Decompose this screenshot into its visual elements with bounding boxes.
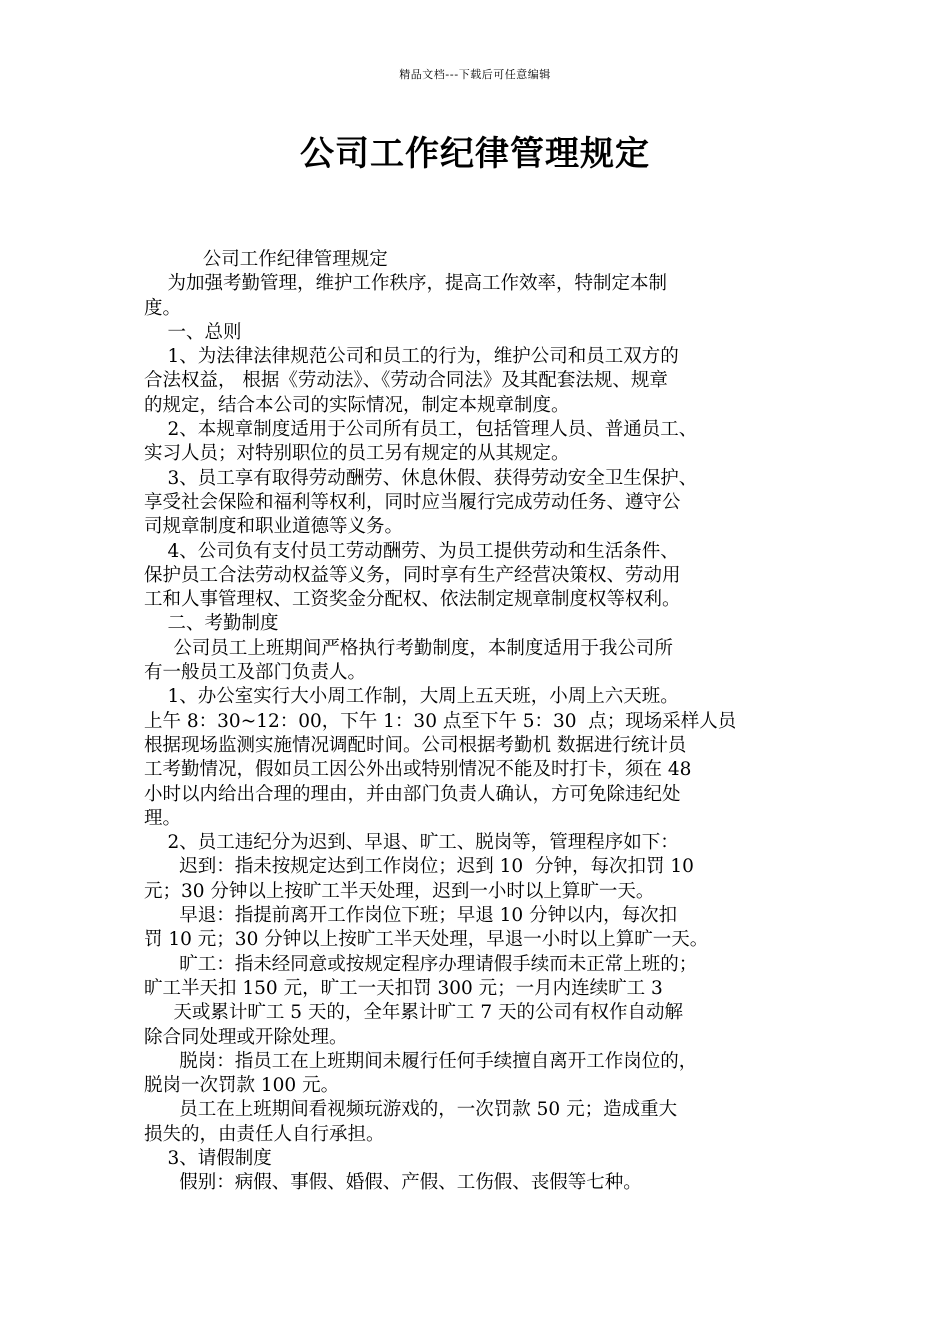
body-line: 3、请假制度 bbox=[144, 1147, 272, 1169]
body-line: 司规章制度和职业道德等义务。 bbox=[144, 516, 404, 538]
body-line: 旷工：指未经同意或按规定程序办理请假手续而未正常上班的； bbox=[144, 953, 698, 975]
body-line: 一、总则 bbox=[144, 321, 242, 343]
body-line: 实习人员；对特别职位的员工另有规定的从其规定。 bbox=[144, 443, 570, 465]
body-line: 工和人事管理权、工资奖金分配权、依法制定规章制度权等权利。 bbox=[144, 589, 681, 611]
body-line: 上午 8：30~12：00，下午 1：30 点至下午 5：30 点；现场采样人员 bbox=[144, 710, 737, 732]
document-title: 公司工作纪律管理规定 bbox=[300, 134, 650, 174]
body-line: 罚 10 元；30 分钟以上按旷工半天处理，早退一小时以上算旷一天。 bbox=[144, 929, 709, 951]
body-line: 公司工作纪律管理规定 bbox=[144, 249, 388, 270]
header-note: 精品文档---下载后可任意编辑 bbox=[399, 68, 551, 81]
body-line: 享受社会保险和福利等权利，同时应当履行完成劳动任务、遵守公 bbox=[144, 491, 681, 513]
body-line: 除合同处理或开除处理。 bbox=[144, 1026, 348, 1048]
body-line: 小时以内给出合理的理由，并由部门负责人确认，方可免除违纪处 bbox=[144, 783, 681, 805]
body-line: 保护员工合法劳动权益等义务，同时享有生产经营决策权、劳动用 bbox=[144, 564, 681, 586]
body-line: 二、考勤制度 bbox=[144, 613, 279, 635]
body-line: 元；30 分钟以上按旷工半天处理，迟到一小时以上算旷一天。 bbox=[144, 880, 655, 902]
body-line: 损失的，由责任人自行承担。 bbox=[144, 1123, 385, 1145]
body-line: 假别：病假、事假、婚假、产假、工伤假、丧假等七种。 bbox=[144, 1172, 642, 1194]
body-line: 2、员工违纪分为迟到、早退、旷工、脱岗等，管理程序如下： bbox=[144, 832, 679, 854]
body-line: 1、为法律法律规范公司和员工的行为，维护公司和员工双方的 bbox=[144, 346, 679, 368]
body-line: 迟到：指未按规定达到工作岗位；迟到 10 分钟，每次扣罚 10 bbox=[144, 856, 694, 878]
document-body bbox=[144, 248, 820, 1196]
body-line: 早退：指提前离开工作岗位下班；早退 10 分钟以内，每次扣 bbox=[144, 905, 678, 927]
body-line: 2、本规章制度适用于公司所有员工，包括管理人员、普通员工、 bbox=[144, 419, 698, 441]
body-line: 天或累计旷工 5 天的，全年累计旷工 7 天的公司有权作自动解 bbox=[144, 1002, 683, 1024]
body-line: 3、员工享有取得劳动酬劳、休息休假、获得劳动安全卫生保护、 bbox=[144, 467, 698, 489]
body-line: 理。 bbox=[144, 807, 182, 829]
body-line: 度。 bbox=[144, 297, 182, 319]
body-line: 为加强考勤管理，维护工作秩序，提高工作效率，特制定本制 bbox=[144, 273, 668, 295]
body-line: 有一般员工及部门负责人。 bbox=[144, 662, 367, 684]
body-line: 1、办公室实行大小周工作制，大周上五天班，小周上六天班。 bbox=[144, 686, 679, 708]
body-line: 合法权益， 根据《劳动法》、《劳动合同法》及其配套法规、规章 bbox=[144, 370, 668, 392]
body-line: 脱岗：指员工在上班期间未履行任何手续擅自离开工作岗位的， bbox=[144, 1050, 698, 1072]
body-line: 的规定，结合本公司的实际情况，制定本规章制度。 bbox=[144, 394, 570, 416]
body-line: 工考勤情况，假如员工因公外出或特别情况不能及时打卡，须在 48 bbox=[144, 759, 692, 781]
body-line: 员工在上班期间看视频玩游戏的，一次罚款 50 元；造成重大 bbox=[144, 1099, 678, 1121]
body-line: 根据现场监测实施情况调配时间。公司根据考勤机 数据进行统计员 bbox=[144, 734, 687, 756]
body-line: 4、公司负有支付员工劳动酬劳、为员工提供劳动和生活条件、 bbox=[144, 540, 679, 562]
body-line: 公司员工上班期间严格执行考勤制度，本制度适用于我公司所 bbox=[144, 637, 673, 659]
body-line: 旷工半天扣 150 元，旷工一天扣罚 300 元；一月内连续旷工 3 bbox=[144, 977, 663, 999]
body-line: 脱岗一次罚款 100 元。 bbox=[144, 1075, 340, 1097]
